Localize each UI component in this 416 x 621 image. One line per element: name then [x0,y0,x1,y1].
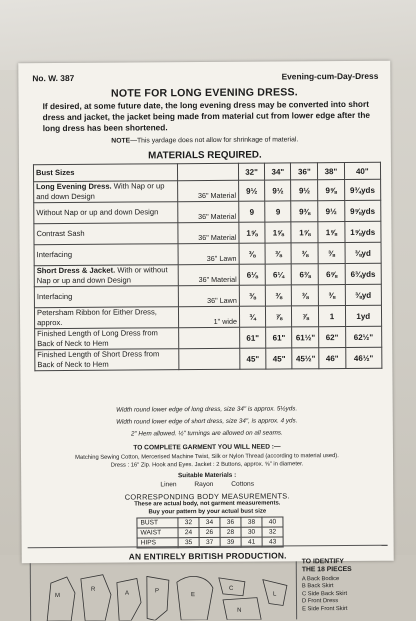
materials-row [34,263,381,286]
measurement-value: 43 [262,537,283,547]
measurement-value: 24 [178,528,199,538]
piece-item: A Back Bodice [301,576,340,583]
piece-label: M [54,593,61,600]
quantity-cell: 6⅝ [318,264,344,285]
measurement-value: 35 [178,538,199,548]
row-material: 36" Lawn [178,243,239,264]
row-material: 36" Material [178,180,239,201]
materials-row [34,305,381,328]
quantity-cell: 6¼ [265,264,291,285]
measurement-value: 36 [220,517,241,527]
row-lead: Long Evening Dress. [36,181,112,192]
pattern-piece [223,598,261,620]
quantity-cell: 61" [266,327,292,348]
materials-row [34,179,381,202]
row-text: Interfacing [36,249,73,260]
materials-title: MATERIALS REQUIRED. [148,149,262,162]
body-measurements-rows [137,517,283,548]
complete-line-1: Matching Sewing Cotton, Mercerised Machine Twist, Silk or Nylon Thread (according to material used). [75,453,339,461]
quantity-cell: ⅜yd [345,284,382,305]
piece-label: N [237,607,242,614]
row-description [35,328,180,350]
measurement-label: BUST [137,518,178,528]
piece-label: E [190,592,196,599]
envelope-flap [0,0,416,70]
measurement-value: 32 [178,518,199,528]
quantity-cell: 62" [319,327,345,348]
pieces-title-2: THE 18 PIECES [301,565,352,574]
piece-item: D Front Dress [302,598,339,605]
pieces-legend [298,558,388,619]
quantity-cell: 46½" [345,347,382,368]
quantity-cell: 9⅜ [291,201,318,222]
size-cell: 40" [344,162,381,179]
quantity-cell: 9⅝yds [344,200,381,221]
quantity-cell: 1⅝ [239,222,265,243]
row-description [34,307,179,329]
row-material [179,327,240,348]
measurement-value: 37 [199,537,220,547]
quantity-cell: ⅜ [265,285,291,306]
quantity-cell: 1⅝ [318,222,344,243]
quantity-cell: 6⅛ [239,264,265,285]
body-measurements-table [136,516,283,548]
materials-row [34,221,381,244]
row-description [34,181,179,203]
complete-line-2: Dress : 16" Zip. Hook and Eyes. Jacket : 2 Buttons, approx. ⅝" in diameter. [110,461,304,469]
materials-rows [34,179,382,370]
size-cell: 38" [318,163,344,180]
materials-table [33,162,382,371]
quantity-cell: ⅜yd [345,242,382,263]
body-measurements-note-2: Buy your pattern by your actual bust size [148,508,267,516]
piece-item: B Back Skirt [301,583,334,590]
piece-label: C [228,585,234,592]
pattern-piece [117,578,141,620]
pattern-piece [81,575,111,621]
quantity-cell: ⅞ [266,306,292,327]
note-body: If desired, at some future date, the long evening dress may be converted into short dress and jacket, the jacket being made from material cut from lower edge after the long dress has been shortened. [42,98,371,134]
quantity-cell: ⅜ [319,285,345,306]
piece-item: C Side Back Skirt [301,590,348,598]
instruction-sheet [18,61,393,614]
row-description [34,223,179,245]
row-text: Finished Length of Short Dress from Back of Neck to Hem [37,349,160,370]
row-lead: Short Dress & Jacket. [36,265,116,276]
quantity-cell: 46" [319,348,345,369]
quantity-cell: 9½ [318,201,344,222]
measurement-label: WAIST [137,528,178,538]
materials-row [35,326,382,349]
measurement-value: 39 [220,537,241,547]
measurement-value: 41 [241,537,262,547]
quantity-cell: ⅜ [239,285,265,306]
measurement-value: 28 [220,527,241,537]
note-title: NOTE FOR LONG EVENING DRESS. [110,86,298,100]
row-text: Petersham Ribbon for Either Dress, approx. [36,307,157,328]
quantity-cell: 1⅝yds [344,221,381,242]
quantity-cell: 6⅜ [292,264,319,285]
measurement-value: 40 [262,517,283,527]
pattern-pieces-diagram [30,561,297,621]
fabric-list [21,480,393,490]
piece-label: L [272,591,277,598]
production-note: AN ENTIRELY BRITISH PRODUCTION. [128,550,287,562]
quantity-cell: 9¾yds [344,179,381,200]
quantity-cell: ⅞ [292,306,319,327]
width-short-note: Width round lower edge of short dress, size 34", is approx. 4 yds. [116,417,298,426]
row-description [34,244,179,266]
row-text: Interfacing [36,291,73,302]
quantity-cell: 62½" [345,326,382,347]
measurement-label: HIPS [137,538,178,548]
fabric-item: Linen [160,481,177,489]
quantity-cell: 9½ [238,180,264,201]
pattern-piece [47,577,75,621]
materials-row [34,242,381,265]
size-cell: 36" [291,163,318,180]
row-material: 36" Lawn [179,285,240,306]
quantity-cell: 61" [239,327,265,348]
piece-label: R [90,586,96,593]
fabric-item: Cottons [231,480,255,488]
row-text: With Nap or up and down Design [36,181,165,202]
quantity-cell: ¾ [239,306,265,327]
body-measurements-note-1: These are actual body, not garment measurements. [134,500,281,508]
quantity-cell: 6¾yds [345,263,382,284]
materials-row [34,284,381,307]
row-description [34,202,179,224]
yardage-note [19,136,391,146]
width-long-note: Width round lower edge of long dress, size 34" is approx. 5½yds. [116,405,298,414]
size-cell: 32" [238,163,264,180]
quantity-cell: 61½" [292,327,319,348]
complete-title: TO COMPLETE GARMENT YOU WILL NEED :— [133,443,281,452]
row-text: Contrast Sash [36,228,85,239]
row-material: 1" wide [179,306,240,327]
pattern-piece [147,576,169,620]
quantity-cell: 9 [265,201,291,222]
measurement-value: 34 [199,517,220,527]
pieces-title-1: TO IDENTIFY [301,558,344,566]
row-description [34,286,179,308]
measurement-value: 30 [241,527,262,537]
body-measurements-title: CORRESPONDING BODY MEASUREMENTS. [124,491,290,502]
measurement-value: 38 [241,517,262,527]
quantity-cell: 9½ [265,180,291,201]
row-material: 36" Material [179,264,240,285]
size-cell: 34" [265,163,291,180]
quantity-cell: 45½" [292,348,319,369]
row-material: 36" Material [178,222,239,243]
row-text: With or without Nap or up and down Design [36,265,168,286]
pattern-number: No. W. 387 [32,72,75,84]
yardage-note-text: —This yardage does not allow for shrinkage of material. [130,136,299,145]
materials-row [34,200,381,223]
pattern-style: Evening-cum-Day-Dress [281,70,379,82]
quantity-cell: 45" [266,348,292,369]
sizes-label: Bust Sizes [33,164,178,182]
quantity-cell: ⅜ [318,243,344,264]
row-description [35,349,180,371]
yardage-note-label: NOTE [111,137,131,145]
quantity-cell: 1 [319,306,345,327]
quantity-cell: ⅜ [291,243,318,264]
measurement-value: 32 [262,527,283,537]
quantity-cell: 1yd [345,305,382,326]
hem-note: 2" Hem allowed. ½" turnings are allowed on all seams. [130,429,283,438]
suitable-title: Suitable Materials : [177,471,237,480]
quantity-cell: ⅜ [292,285,319,306]
quantity-cell: 9½ [291,180,318,201]
piece-item: E Side Front Skirt [302,605,348,612]
quantity-cell: 1⅝ [291,222,318,243]
row-text: Without Nap or up and down Design [36,207,159,218]
measurement-value: 26 [199,527,220,537]
materials-row [35,347,382,370]
quantity-cell: ⅜ [265,243,291,264]
piece-label: A [124,590,130,597]
quantity-cell: 9⅝ [318,180,344,201]
fabric-item: Rayon [194,480,214,489]
quantity-cell: ⅜ [239,243,265,264]
pieces-list [298,576,388,614]
quantity-cell: 45" [240,348,266,369]
quantity-cell: 1⅝ [265,222,291,243]
row-description [34,265,179,287]
piece-label: P [154,588,159,595]
quantity-cell: 9 [239,201,265,222]
row-material [179,348,240,369]
pattern-piece [177,576,213,620]
row-text: Finished Length of Long Dress from Back of Neck to Hem [37,328,158,349]
row-material: 36" Material [178,201,239,222]
